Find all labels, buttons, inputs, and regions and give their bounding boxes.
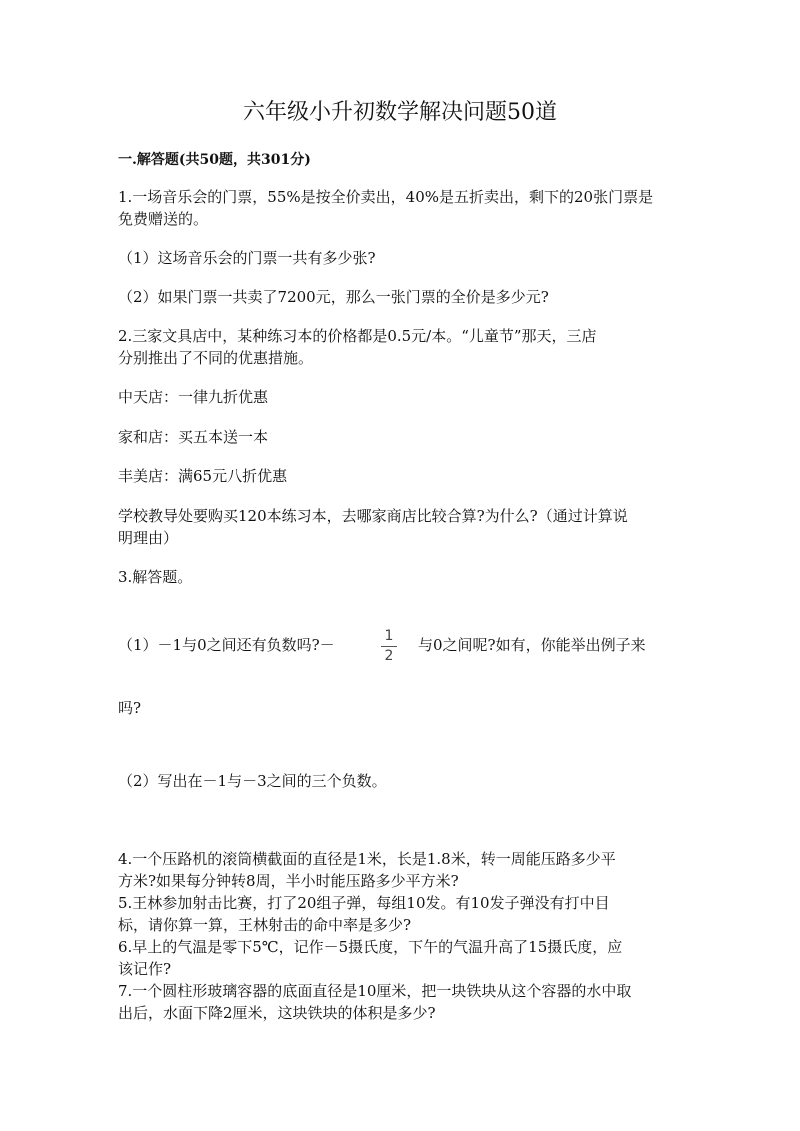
question-2-store-2: 家和店：买五本送一本	[118, 428, 269, 446]
question-7-line-1: 7.一个圆柱形玻璃容器的底面直径是10厘米，把一块铁块从这个容器的水中取	[118, 982, 632, 1000]
question-1-line-2: 免费赠送的。	[118, 210, 209, 228]
section-title: 一.解答题(共50题，共301分)	[118, 152, 311, 168]
question-3-subquestion-1-right: 与0之间呢?如有，你能举出例子来	[418, 636, 646, 654]
question-2-store-3: 丰美店：满65元八折优惠	[118, 467, 288, 485]
fraction-bar	[381, 646, 397, 647]
question-6-line-1: 6.早上的气温是零下5℃，记作－5摄氏度，下午的气温升高了15摄氏度，应	[118, 938, 623, 956]
question-3-header: 3.解答题。	[118, 568, 193, 586]
question-4-line-1: 4.一个压路机的滚筒横截面的直径是1米，长是1.8米，转一周能压路多少平	[118, 850, 616, 868]
question-2-ask-line-1: 学校教导处要购买120本练习本，去哪家商店比较合算?为什么?（通过计算说	[118, 507, 628, 525]
question-3-subquestion-2: （2）写出在－1与－3之间的三个负数。	[118, 772, 387, 790]
question-2-store-1: 中天店：一律九折优惠	[118, 388, 269, 406]
question-2-ask-line-2: 明理由）	[118, 529, 179, 547]
question-3-subquestion-1-left: （1）－1与0之间还有负数吗?－	[118, 636, 335, 654]
question-7-line-2: 出后，水面下降2厘米，这块铁块的体积是多少?	[118, 1004, 436, 1022]
question-2-line-1: 2.三家文具店中，某种练习本的价格都是0.5元/本。“儿童节”那天，三店	[118, 327, 597, 345]
question-1-subquestion-2: （2）如果门票一共卖了7200元，那么一张门票的全价是多少元?	[118, 288, 549, 306]
fraction-one-half	[380, 628, 398, 668]
question-5-line-1: 5.王林参加射击比赛，打了20组子弹，每组10发。有10发子弹没有打中目	[118, 894, 610, 912]
fraction-denominator: 2	[384, 648, 394, 664]
question-6-line-2: 该记作?	[118, 960, 172, 978]
page-title: 六年级小升初数学解决问题50道	[243, 100, 557, 125]
question-1-line-1: 1.一场音乐会的门票，55%是按全价卖出，40%是五折卖出，剩下的20张门票是	[118, 188, 654, 206]
question-5-line-2: 标，请你算一算，王林射击的命中率是多少?	[118, 916, 412, 934]
question-4-line-2: 方米?如果每分钟转8周，半小时能压路多少平方米?	[118, 872, 459, 890]
question-3-subquestion-1-continued: 吗?	[118, 699, 142, 717]
question-1-subquestion-1: （1）这场音乐会的门票一共有多少张?	[118, 249, 376, 267]
fraction-numerator: 1	[384, 628, 394, 644]
question-2-line-2: 分别推出了不同的优惠措施。	[118, 349, 314, 367]
